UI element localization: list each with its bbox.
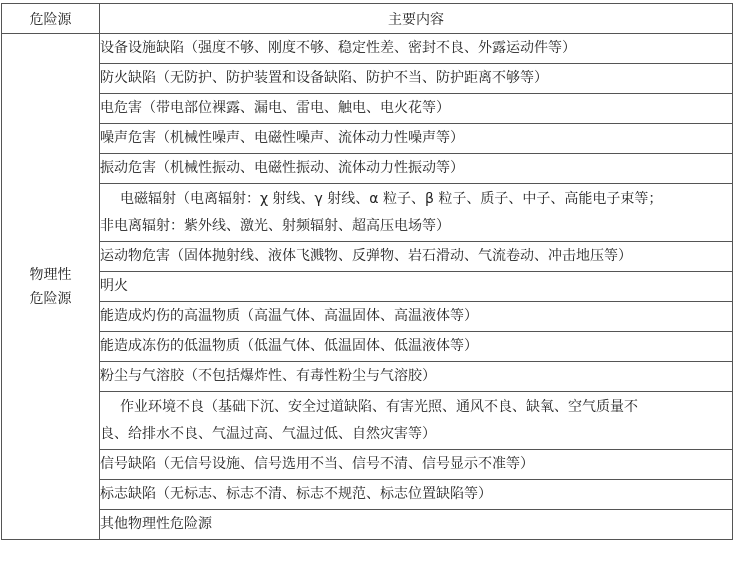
table-row xyxy=(2,450,733,480)
table-row xyxy=(2,154,733,184)
category-label-line-1: 物理性 xyxy=(29,266,72,283)
item-cell: 运动物危害（固体抛射线、液体飞溅物、反弹物、岩石滑动、气流卷动、冲击地压等） xyxy=(100,242,733,272)
item-cell xyxy=(100,392,733,450)
table-row xyxy=(2,392,733,450)
table-row xyxy=(2,94,733,124)
table-row xyxy=(2,64,733,94)
category-label-line-2: 危险源 xyxy=(29,290,72,307)
item-cell: 振动危害（机械性振动、电磁性振动、流体动力性振动等） xyxy=(100,154,733,184)
table-row xyxy=(2,332,733,362)
table-row xyxy=(2,242,733,272)
table-row xyxy=(2,272,733,302)
item-line-1: 电磁辐射（电离辐射：χ 射线、γ 射线、α 粒子、β 粒子、质子、中子、高能电子束等； xyxy=(120,190,663,207)
item-cell: 明火 xyxy=(100,272,733,302)
header-row xyxy=(2,4,733,34)
item-cell: 噪声危害（机械性噪声、电磁性噪声、流体动力性噪声等） xyxy=(100,124,733,154)
table-row xyxy=(2,362,733,392)
item-cell: 电危害（带电部位裸露、漏电、雷电、触电、电火花等） xyxy=(100,94,733,124)
item-cell: 能造成冻伤的低温物质（低温气体、低温固体、低温液体等） xyxy=(100,332,733,362)
table-row xyxy=(2,510,733,540)
table-row xyxy=(2,34,733,64)
item-cell: 其他物理性危险源 xyxy=(100,510,733,540)
item-cell: 防火缺陷（无防护、防护装置和设备缺陷、防护不当、防护距离不够等） xyxy=(100,64,733,94)
item-line-2: 良、给排水不良、气温过高、气温过低、自然灾害等） xyxy=(100,425,436,442)
hazard-table xyxy=(1,3,733,540)
table-row xyxy=(2,302,733,332)
item-cell: 信号缺陷（无信号设施、信号选用不当、信号不清、信号显示不准等） xyxy=(100,450,733,480)
header-source: 危险源 xyxy=(2,4,100,34)
table-row xyxy=(2,124,733,154)
item-cell: 粉尘与气溶胶（不包括爆炸性、有毒性粉尘与气溶胶） xyxy=(100,362,733,392)
table-row xyxy=(2,480,733,510)
item-cell xyxy=(100,184,733,242)
header-content: 主要内容 xyxy=(100,4,733,34)
category-cell xyxy=(2,34,100,540)
table-row xyxy=(2,184,733,242)
item-cell: 标志缺陷（无标志、标志不清、标志不规范、标志位置缺陷等） xyxy=(100,480,733,510)
item-line-2: 非电离辐射：紫外线、激光、射频辐射、超高压电场等） xyxy=(100,217,450,234)
item-line-1: 作业环境不良（基础下沉、安全过道缺陷、有害光照、通风不良、缺氧、空气质量不 xyxy=(120,398,638,415)
item-cell: 能造成灼伤的高温物质（高温气体、高温固体、高温液体等） xyxy=(100,302,733,332)
item-cell: 设备设施缺陷（强度不够、刚度不够、稳定性差、密封不良、外露运动件等） xyxy=(100,34,733,64)
